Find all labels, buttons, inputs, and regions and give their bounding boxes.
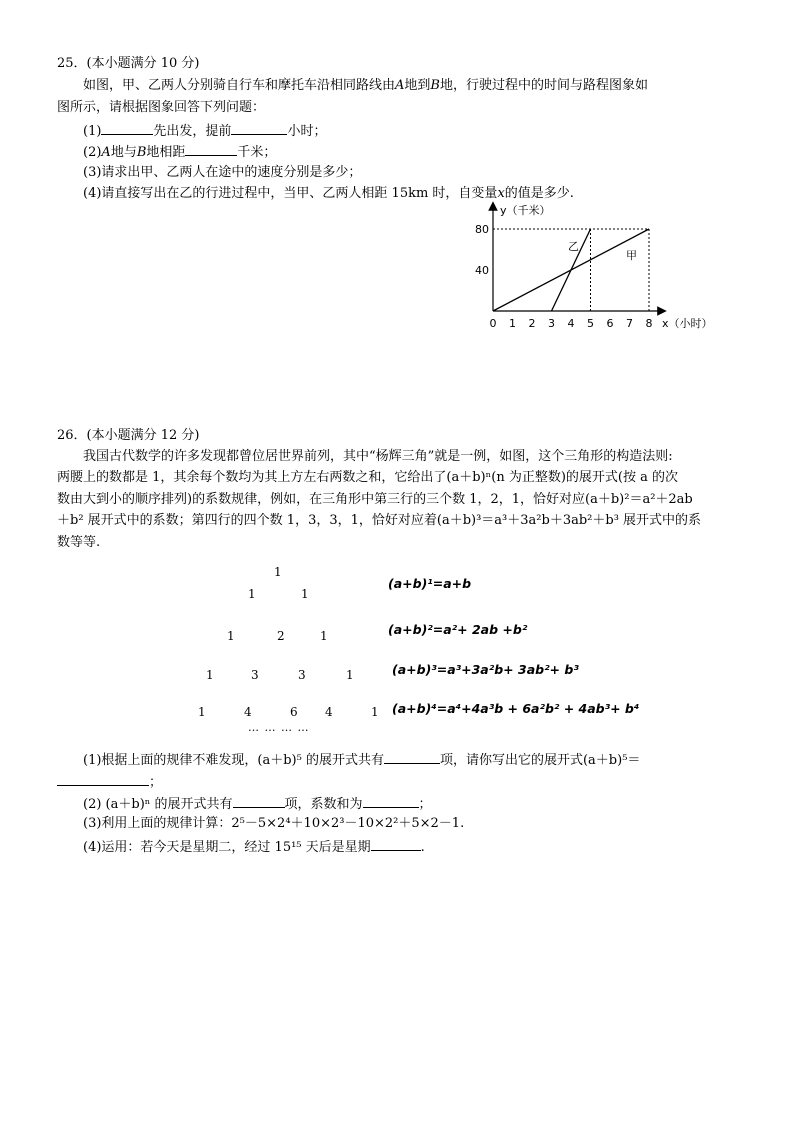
x-tick-label: 3 bbox=[548, 317, 555, 330]
answer-blank[interactable] bbox=[231, 121, 287, 135]
answer-blank[interactable] bbox=[233, 794, 285, 808]
triangle-number: 1 bbox=[227, 629, 235, 643]
q26-part2: (2) (a＋b)ⁿ 的展开式共有 项，系数和为 ； bbox=[83, 794, 432, 814]
q26-part1: (1)根据上面的规律不难发现，(a＋b)⁵ 的展开式共有 项，请你写出它的展开式(a＋b)⁵＝ bbox=[83, 750, 640, 770]
x-axis-label: x（小时） bbox=[662, 317, 713, 330]
q26-text-line1: 我国古代数学的许多发现都曾位居世界前列，其中“杨辉三角”就是一例，如图，这个三角形的构造法则: bbox=[83, 449, 673, 464]
x-tick-label: 1 bbox=[509, 317, 516, 330]
expansion-power-2: (a+b)²=a²+ 2ab +b² bbox=[388, 622, 528, 637]
series-label-yi: 乙 bbox=[568, 240, 579, 253]
x-tick-label: 4 bbox=[567, 317, 575, 330]
triangle-number: 1 bbox=[248, 587, 256, 601]
answer-blank[interactable] bbox=[371, 837, 421, 851]
q25-header: 25．(本小题满分 10 分) bbox=[57, 56, 200, 71]
q25-intro-line1: 如图，甲、乙两人分别骑自行车和摩托车沿相同路线由A地到B地，行驶过程中的时间与路程图象如 bbox=[83, 78, 648, 93]
answer-blank[interactable] bbox=[57, 772, 149, 786]
answer-blank[interactable] bbox=[384, 750, 440, 764]
x-tick-label: 5 bbox=[587, 317, 594, 330]
triangle-number: 1 bbox=[301, 587, 309, 601]
y-tick-label: 80 bbox=[475, 223, 489, 236]
q26-text-line5: 数等等. bbox=[57, 535, 101, 550]
triangle-number: 6 bbox=[290, 705, 298, 719]
answer-blank[interactable] bbox=[185, 142, 237, 156]
q25-part3: (3)请求出甲、乙两人在途中的速度分别是多少； bbox=[83, 165, 362, 180]
y-tick-label: 40 bbox=[475, 264, 489, 277]
q25-part1: (1) 先出发，提前 小时； bbox=[83, 121, 326, 141]
series-label-jia: 甲 bbox=[626, 249, 637, 262]
triangle-number: 1 bbox=[346, 668, 354, 682]
triangle-ellipsis: … … … … bbox=[248, 721, 310, 734]
triangle-number: 4 bbox=[325, 705, 333, 719]
q26-text-line4: ＋b² 展开式中的系数；第四行的四个数 1，3，3，1，恰好对应着(a＋b)³＝a³＋3a²b＋3ab²＋b³ 展开式中的系 bbox=[57, 513, 702, 528]
q26-part3: (3)利用上面的规律计算：2⁵－5×2⁴＋10×2³－10×2²＋5×2－1. bbox=[83, 816, 465, 831]
expansion-power-1: (a+b)¹=a+b bbox=[388, 576, 472, 591]
triangle-number: 2 bbox=[277, 629, 285, 643]
point-b-label: B bbox=[430, 78, 440, 93]
q25-part2: (2)A地与B地相距 千米； bbox=[83, 142, 276, 162]
x-tick-label: 0 bbox=[489, 317, 497, 330]
triangle-number: 1 bbox=[320, 629, 328, 643]
x-tick-label: 6 bbox=[606, 317, 614, 330]
x-tick-label: 7 bbox=[626, 317, 633, 330]
q26-part4: (4)运用：若今天是星期二，经过 15¹⁵ 天后是星期 . bbox=[83, 837, 425, 857]
q26-text-line3: 数由大到小的顺序排列)的系数规律，例如，在三角形中第三行的三个数 1，2，1，恰好对应(a＋b)²＝a²＋2ab bbox=[57, 492, 693, 507]
answer-blank[interactable] bbox=[363, 794, 419, 808]
distance-time-chart bbox=[465, 198, 745, 338]
y-axis-label: y（千米） bbox=[500, 204, 551, 217]
triangle-number: 1 bbox=[206, 668, 214, 682]
q25-intro-line2: 图所示，请根据图象回答下列问题： bbox=[57, 100, 266, 115]
triangle-number: 3 bbox=[251, 668, 259, 682]
q25-part4: (4)请直接写出在乙的行进过程中，当甲、乙两人相距 15km 时，自变量x的值是多少. bbox=[83, 186, 574, 201]
triangle-number: 1 bbox=[198, 705, 206, 719]
x-tick-label: 2 bbox=[528, 317, 536, 330]
triangle-number: 1 bbox=[274, 565, 282, 579]
triangle-number: 1 bbox=[371, 705, 379, 719]
triangle-number: 3 bbox=[298, 668, 306, 682]
expansion-power-4: (a+b)⁴=a⁴+4a³b + 6a²b² + 4ab³+ b⁴ bbox=[392, 701, 640, 716]
q26-header: 26．(本小题满分 12 分) bbox=[57, 428, 200, 443]
answer-blank[interactable] bbox=[101, 121, 153, 135]
x-tick-label: 8 bbox=[645, 317, 653, 330]
q26-text-line2: 两腰上的数都是 1，其余每个数均为其上方左右两数之和，它给出了(a＋b)ⁿ(n 为正整数)的展开式(按 a 的次 bbox=[57, 470, 678, 485]
triangle-number: 4 bbox=[244, 705, 252, 719]
point-a-label: A bbox=[395, 78, 405, 93]
q26-part1-cont: ； bbox=[57, 772, 162, 792]
expansion-power-3: (a+b)³=a³+3a²b+ 3ab²+ b³ bbox=[392, 662, 579, 677]
